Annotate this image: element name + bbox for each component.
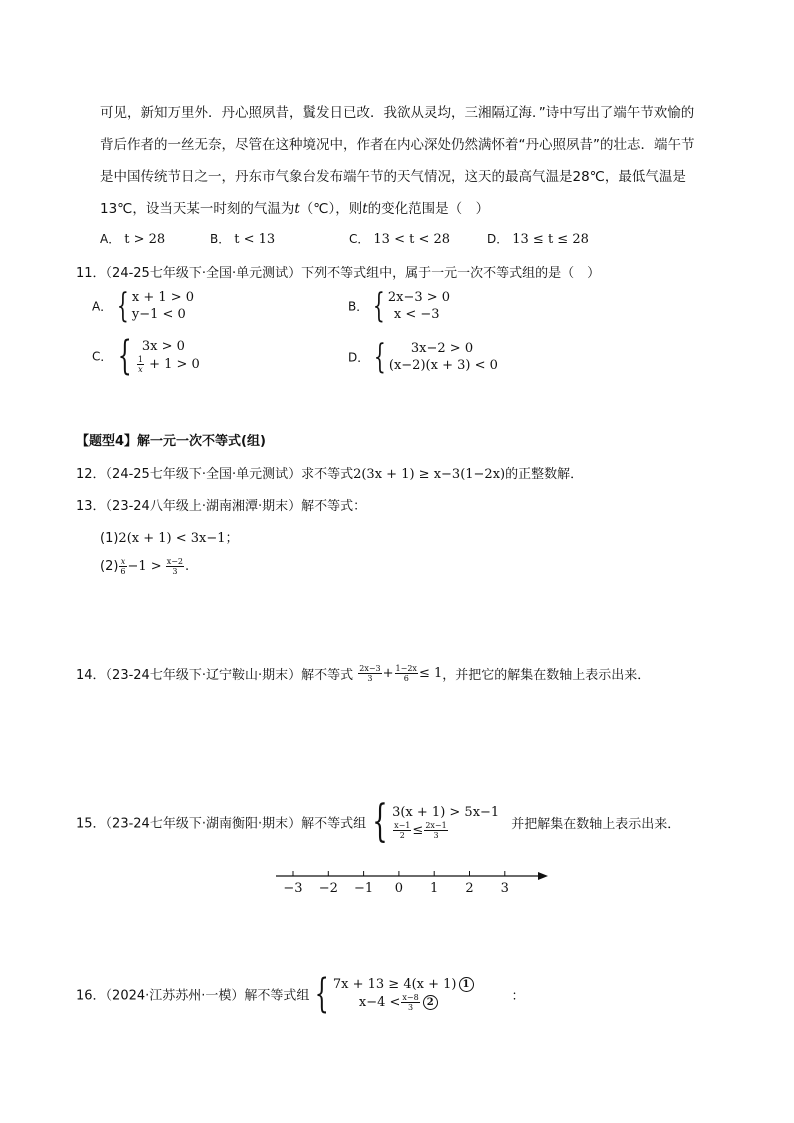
q15-frac1-num: x−1 bbox=[394, 821, 411, 830]
q13-p2-mid: −1 > bbox=[127, 559, 162, 574]
q15-frac2 bbox=[424, 821, 447, 840]
arrow-right-icon bbox=[538, 872, 548, 880]
q11-option-c bbox=[92, 333, 200, 379]
section-title: 【题型4】解一元一次不等式(组) bbox=[76, 434, 266, 449]
q13-p1-end: ； bbox=[225, 531, 239, 546]
q11-d-line2: (x−2)(x + 3) < 0 bbox=[388, 358, 498, 373]
q11-text: 11．（24-25七年级下·全国·单元测试）下列不等式组中，属于一元一次不等式组的是（ ） bbox=[76, 266, 601, 281]
intro-line-4-part-b: （℃），则 bbox=[299, 201, 363, 217]
q14-plus: + bbox=[382, 666, 394, 681]
brace-icon: { bbox=[374, 337, 387, 377]
q10-option-b bbox=[210, 230, 275, 247]
q11-d-label: D． bbox=[348, 350, 370, 365]
number-line-tick-label: −3 bbox=[283, 881, 303, 896]
q15-prefix: 15．（23-24七年级下·湖南衡阳·期末）解不等式组 bbox=[76, 816, 367, 832]
q10-d-math: 13 ≤ t ≤ 28 bbox=[512, 232, 589, 247]
q11-a-line1: x + 1 > 0 bbox=[131, 290, 195, 305]
q10-a-label: A． bbox=[100, 232, 121, 246]
q13-p2-frac2 bbox=[166, 557, 184, 576]
q13-p2-frac1 bbox=[119, 557, 126, 576]
brace-icon: { bbox=[117, 286, 129, 326]
q11-c-frac-num: 1 bbox=[137, 355, 143, 364]
q13-part-2 bbox=[100, 557, 189, 576]
q11-c-line1: 3x > 0 bbox=[141, 339, 185, 354]
q15 bbox=[76, 796, 681, 847]
q16-frac bbox=[401, 993, 419, 1012]
q11-d-system bbox=[389, 340, 498, 374]
q13-p1-label: (1) bbox=[100, 531, 119, 546]
number-line bbox=[270, 866, 560, 898]
q11-b-line2: x < −3 bbox=[393, 307, 440, 322]
q15-line1: 3(x + 1) > 5x−1 bbox=[392, 805, 500, 820]
q13-p2-label: (2) bbox=[100, 559, 119, 574]
q12-prefix: 12．（24-25七年级下·全国·单元测试）求不等式 bbox=[76, 467, 354, 482]
q13-p1-math: 2(x + 1) < 3x−1 bbox=[118, 531, 226, 546]
q10-option-d bbox=[487, 230, 589, 247]
q15-suffix: 并把解集在数轴上表示出来． bbox=[511, 816, 681, 832]
q14 bbox=[76, 664, 650, 683]
brace-icon: { bbox=[315, 971, 330, 1017]
q11-a-label: A． bbox=[92, 299, 113, 314]
number-line-tick-label: 0 bbox=[394, 881, 404, 896]
number-line-tick-label: −1 bbox=[354, 881, 374, 896]
q12-math: 2(3x + 1) ≥ x−3(1−2x) bbox=[353, 467, 506, 482]
q14-frac1-num: 2x−3 bbox=[359, 664, 381, 673]
q10-b-math: t < 13 bbox=[234, 232, 276, 247]
q11-c-system bbox=[136, 338, 200, 374]
q15-system bbox=[392, 804, 499, 840]
intro-line-4-part-c: 的变化范围是（ ） bbox=[367, 201, 490, 217]
q14-suffix: ，并把它的解集在数轴上表示出来． bbox=[442, 668, 651, 683]
q16-frac-den: 3 bbox=[408, 1003, 414, 1012]
q11-c-fraction bbox=[137, 355, 144, 374]
var-t-2: t bbox=[362, 201, 368, 217]
number-line-tick-label: −2 bbox=[318, 881, 338, 896]
q11-b-line1: 2x−3 > 0 bbox=[387, 290, 451, 305]
q14-frac1 bbox=[358, 664, 381, 683]
intro-line-4 bbox=[100, 197, 489, 217]
q11-a-line2: y−1 < 0 bbox=[131, 307, 186, 322]
q13-part-1 bbox=[100, 527, 239, 546]
q16 bbox=[76, 971, 525, 1017]
q13-p2-frac1-num: x bbox=[120, 557, 126, 566]
q11-c-line2-rest: + 1 > 0 bbox=[149, 357, 200, 372]
q12 bbox=[76, 463, 583, 482]
q15-frac2-den: 3 bbox=[433, 831, 439, 840]
q11-c-label: C． bbox=[92, 349, 113, 364]
q15-frac1-den: 2 bbox=[399, 831, 405, 840]
q11-option-b bbox=[348, 286, 451, 326]
q15-frac2-num: 2x−1 bbox=[425, 821, 447, 830]
q12-suffix: 的正整数解． bbox=[505, 467, 584, 482]
q10-c-math: 13 < t < 28 bbox=[373, 232, 451, 247]
brace-icon: { bbox=[372, 796, 388, 847]
intro-line-4-part-a: 13℃，设当天某一时刻的气温为 bbox=[100, 201, 295, 217]
brace-icon: { bbox=[118, 333, 133, 379]
q10-option-c bbox=[349, 230, 450, 247]
intro-line-2: 背后作者的一丝无奈，尽管在这种境况中，作者在内心深处仍然满怀着“丹心照夙昔”的壮志．端午节 bbox=[100, 137, 695, 153]
q14-frac2-num: 1−2x bbox=[395, 664, 417, 673]
q13-p2-frac2-den: 3 bbox=[172, 567, 178, 576]
q10-a-math: t > 28 bbox=[124, 232, 166, 247]
q10-c-label: C． bbox=[349, 232, 370, 246]
intro-line-1: 可见，新知万里外．丹心照夙昔，鬒发日已改．我欲从灵均，三湘隔辽海．”诗中写出了端午节欢愉的 bbox=[100, 105, 695, 121]
q16-prefix: 16．（2024·江苏苏州·一模）解不等式组 bbox=[76, 988, 310, 1004]
q11-option-d bbox=[348, 337, 498, 377]
q14-frac1-den: 3 bbox=[367, 674, 373, 683]
number-line-tick-label: 2 bbox=[465, 881, 474, 896]
q11-b-system bbox=[388, 289, 450, 323]
q10-option-a bbox=[100, 230, 165, 247]
q14-frac2 bbox=[395, 664, 418, 683]
q13-p2-frac1-den: 6 bbox=[120, 567, 126, 576]
q16-suffix: ： bbox=[511, 988, 525, 1004]
q14-prefix: 14．（23-24七年级下·辽宁鞍山·期末）解不等式 bbox=[76, 668, 354, 683]
q15-le: ≤ bbox=[412, 823, 424, 838]
q13-p2-end: . bbox=[185, 559, 190, 574]
q13-text: 13．（23-24八年级上·湖南湘潭·期末）解不等式： bbox=[76, 499, 367, 514]
var-t: t bbox=[294, 201, 300, 217]
q10-b-label: B． bbox=[210, 232, 231, 246]
q14-rest: ≤ 1 bbox=[418, 666, 443, 681]
q13-p2-frac2-num: x−2 bbox=[166, 557, 184, 566]
q11-option-a bbox=[92, 286, 195, 326]
q16-frac-num: x−8 bbox=[402, 993, 419, 1002]
number-line-tick-label: 3 bbox=[500, 881, 509, 896]
q11-c-frac-den: x bbox=[138, 365, 143, 374]
q10-d-label: D． bbox=[487, 232, 509, 246]
q16-system bbox=[333, 976, 474, 1012]
q11-b-label: B． bbox=[348, 299, 369, 314]
q14-frac2-den: 6 bbox=[403, 674, 409, 683]
q16-line2: x−4 < bbox=[358, 995, 401, 1010]
q15-frac1 bbox=[393, 821, 411, 840]
q11-d-line1: 3x−2 > 0 bbox=[410, 341, 474, 356]
number-line-tick-label: 1 bbox=[430, 881, 439, 896]
intro-line-3: 是中国传统节日之一，丹东市气象台发布端午节的天气情况，这天的最高气温是28℃，最低气温是 bbox=[100, 169, 686, 185]
circled-two-icon: 2 bbox=[423, 995, 438, 1010]
brace-icon: { bbox=[373, 286, 386, 326]
q16-line1: 7x + 13 ≥ 4(x + 1) bbox=[332, 977, 457, 992]
q11-a-system bbox=[132, 289, 194, 323]
circled-one-icon: 1 bbox=[459, 977, 474, 992]
